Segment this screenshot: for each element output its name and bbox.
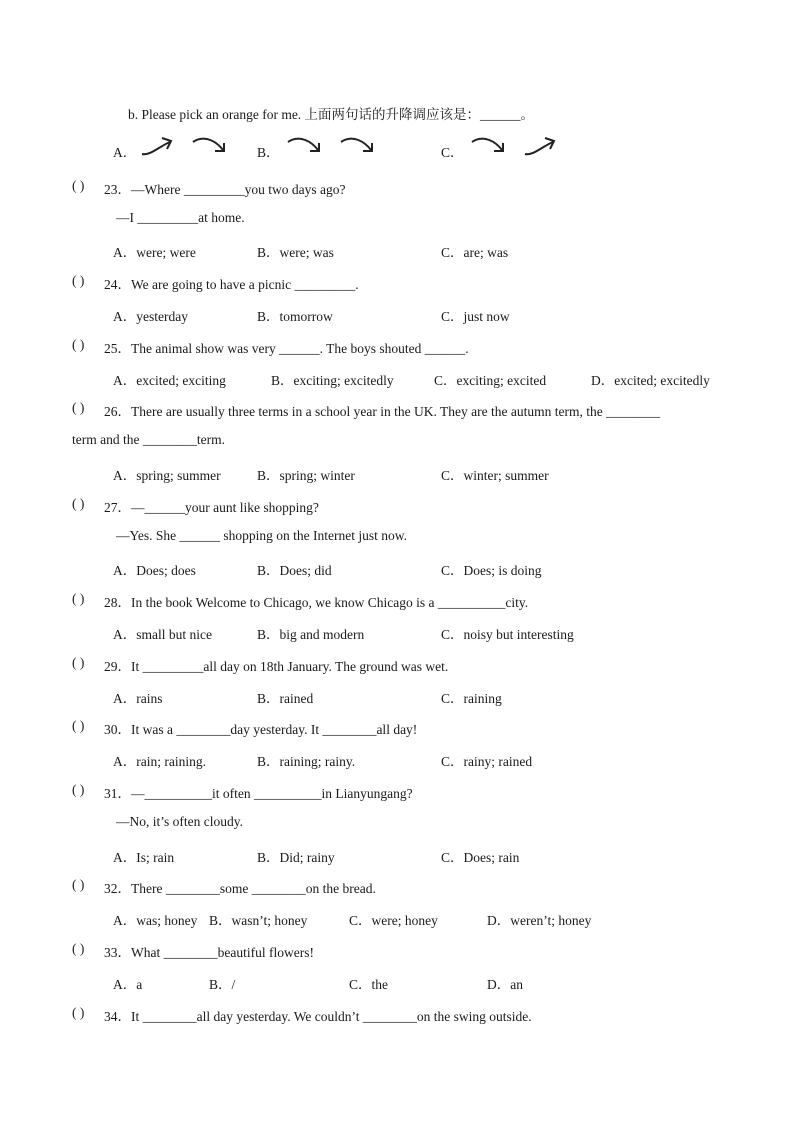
option-c: C．the [349,977,388,992]
option-b: B．exciting; excitedly [271,373,394,388]
question-32-stem: 32．There ________some ________on the bread. [104,881,376,896]
option-c: C．noisy but interesting [441,627,574,642]
option-b: B．were; was [257,245,334,260]
question-33-stem: 33．What ________beautiful flowers! [104,945,314,960]
falling-arrow-icon [191,136,229,158]
question-26-stem: 26．There are usually three terms in a school year in the UK. They are the autumn term, the ________ [104,404,661,419]
answer-blank[interactable]: ( ) [72,591,85,606]
answer-blank[interactable]: ( ) [72,782,85,797]
option-a: A．excited; exciting [113,373,226,388]
question-23-stem-2: —I _________at home. [116,210,245,225]
option-a-arrows [140,136,241,158]
option-d: D．excited; excitedly [591,373,710,388]
option-c: C．winter; summer [441,468,549,483]
answer-blank[interactable]: ( ) [72,400,85,415]
answer-blank[interactable]: ( ) [72,273,85,288]
option-c: C．Does; is doing [441,563,542,578]
question-34-stem: 34．It ________all day yesterday. We couldn’t ________on the swing outside. [104,1009,532,1024]
option-b: B．Does; did [257,563,332,578]
option-a: A．Does; does [113,563,196,578]
option-c-label: C． [441,145,464,160]
falling-arrow-icon [286,136,324,158]
question-23-stem: 23．—Where _________you two days ago? [104,182,346,197]
option-b: B．rained [257,691,314,706]
option-c: C．just now [441,309,510,324]
answer-blank[interactable]: ( ) [72,1005,85,1020]
option-b-arrows [286,136,389,158]
option-a: A．rains [113,691,163,706]
answer-blank[interactable]: ( ) [72,655,85,670]
option-a: A．a [113,977,143,992]
option-a: A．were; were [113,245,196,260]
option-c-arrows [470,136,571,158]
option-b: B．raining; rainy. [257,754,356,769]
question-24-stem: 24．We are going to have a picnic _________. [104,277,359,292]
option-c: C．rainy; rained [441,754,533,769]
question-31-stem-2: —No, it’s often cloudy. [116,814,243,829]
question-31-stem: 31．—__________it often __________in Lianyungang? [104,786,413,801]
option-c: C．Does; rain [441,850,520,865]
answer-blank[interactable]: ( ) [72,941,85,956]
option-a-label: A． [113,145,137,160]
option-a: A．spring; summer [113,468,221,483]
option-a: A．yesterday [113,309,188,324]
falling-arrow-icon [470,136,508,158]
question-26-stem-2: term and the ________term. [72,432,225,447]
option-b: B．spring; winter [257,468,355,483]
question-27-stem-2: —Yes. She ______ shopping on the Internet just now. [116,528,407,543]
question-22b-text: b. Please pick an orange for me. 上面两句话的升降调应该是：______。 [128,107,535,122]
option-a: A．small but nice [113,627,212,642]
answer-blank[interactable]: ( ) [72,877,85,892]
question-25-stem: 25．The animal show was very ______. The boys shouted ______. [104,341,469,356]
option-a: A．Is; rain [113,850,175,865]
option-b-label: B． [257,145,280,160]
option-c: C．raining [441,691,502,706]
option-b: B．wasn’t; honey [209,913,308,928]
option-c: C．were; honey [349,913,438,928]
option-b: B．big and modern [257,627,365,642]
option-b: B．/ [209,977,236,992]
option-c: C．exciting; excited [434,373,547,388]
option-d: D．an [487,977,523,992]
answer-blank[interactable]: ( ) [72,178,85,193]
option-a: A．rain; raining. [113,754,206,769]
option-b: B．tomorrow [257,309,333,324]
falling-arrow-icon [339,136,377,158]
question-29-stem: 29．It _________all day on 18th January. The ground was wet. [104,659,449,674]
option-a: A．was; honey [113,913,198,928]
rising-arrow-icon [140,136,176,158]
option-c: C．are; was [441,245,509,260]
question-30-stem: 30．It was a ________day yesterday. It ________all day! [104,722,418,737]
option-d: D．weren’t; honey [487,913,592,928]
answer-blank[interactable]: ( ) [72,496,85,511]
question-27-stem: 27．—______your aunt like shopping? [104,500,319,515]
answer-blank[interactable]: ( ) [72,337,85,352]
question-28-stem: 28．In the book Welcome to Chicago, we know Chicago is a __________city. [104,595,529,610]
rising-arrow-icon [523,136,559,158]
answer-blank[interactable]: ( ) [72,718,85,733]
option-b: B．Did; rainy [257,850,335,865]
